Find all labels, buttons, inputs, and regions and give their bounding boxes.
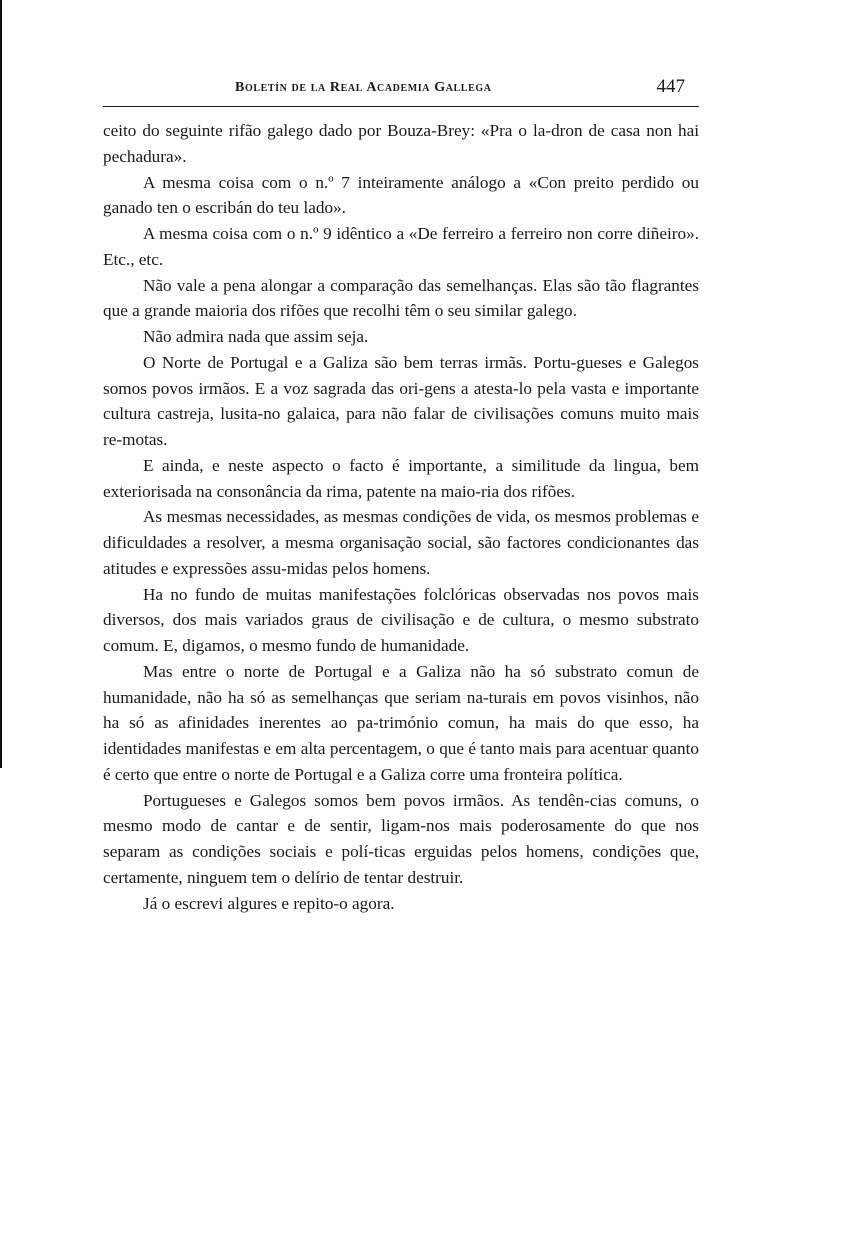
paragraph: Mas entre o norte de Portugal e a Galiza não ha só substrato comun de humanidade, não ha só as semelhanças que seriam na-turais em povos visinhos, não ha só as afinidades inerentes ao pa-trimónio comun, ha mais do que esso, ha identidades manifestas e em alta percentagem, o que é tanto mais para acentuar quanto é certo que entre o norte de Portugal e a Galiza corre uma fronteira política. [103,661,699,784]
paragraph: Já o escrevi algures e repito-o agora. [143,893,395,913]
paragraph: Não admira nada que assim seja. [143,327,369,346]
header-rule [103,106,699,107]
paragraph: A mesma coisa com o n.º 9 idêntico a «De ferreiro a ferreiro non corre diñeiro». Etc., etc. [103,224,699,269]
paragraph: Portugueses e Galegos somos bem povos irmãos. As tendên-cias comuns, o mesmo modo de cantar e de sentir, ligam-nos mais poderosamente do que nos separam as condições sociais e polí-ticas erguidas pelos homens, condições que, certamente, ninguem tem o delírio de tentar destruir. [103,790,699,887]
body-text [103,118,699,916]
page-number: 447 [656,76,685,97]
scan-edge-line [0,0,2,768]
paragraph: Não vale a pena alongar a comparação das semelhanças. Elas são tão flagrantes que a grande maioria dos rifões que recolhi têm o seu similar galego. [103,275,699,321]
paragraph: E ainda, e neste aspecto o facto é importante, a similitude da lingua, bem exteriorisada na consonância da rima, patente na maio-ria dos rifões. [103,455,699,501]
page-header [103,76,699,106]
running-title: Boletín de la Real Academia Gallega [235,80,492,95]
paragraph: Ha no fundo de muitas manifestações folclóricas observadas nos povos mais diversos, dos mais variados graus de civilisação e de cultura, o mesmo substrato comum. E, digamos, o mesmo fundo de humanidade. [103,584,699,655]
paragraph: A mesma coisa com o n.º 7 inteiramente análogo a «Con preito perdido ou ganado ten o escribán do teu lado». [103,172,699,218]
paragraph: O Norte de Portugal e a Galiza são bem terras irmãs. Portu-gueses e Galegos somos povos irmãos. E a voz sagrada das ori-gens a atesta-lo pela vasta e importante cultura castreja, lusita-no galaica, para não falar de civilisações comuns muito mais re-motas. [103,352,699,449]
paragraph: ceito do seguinte rifão galego dado por Bouza-Brey: «Pra o la-dron de casa non hai pechadura». [103,121,699,166]
paragraph: As mesmas necessidades, as mesmas condições de vida, os mesmos problemas e dificuldades a resolver, a mesma organisação social, são factores condicionantes das atitudes e expressões assu-midas pelos homens. [103,507,699,578]
